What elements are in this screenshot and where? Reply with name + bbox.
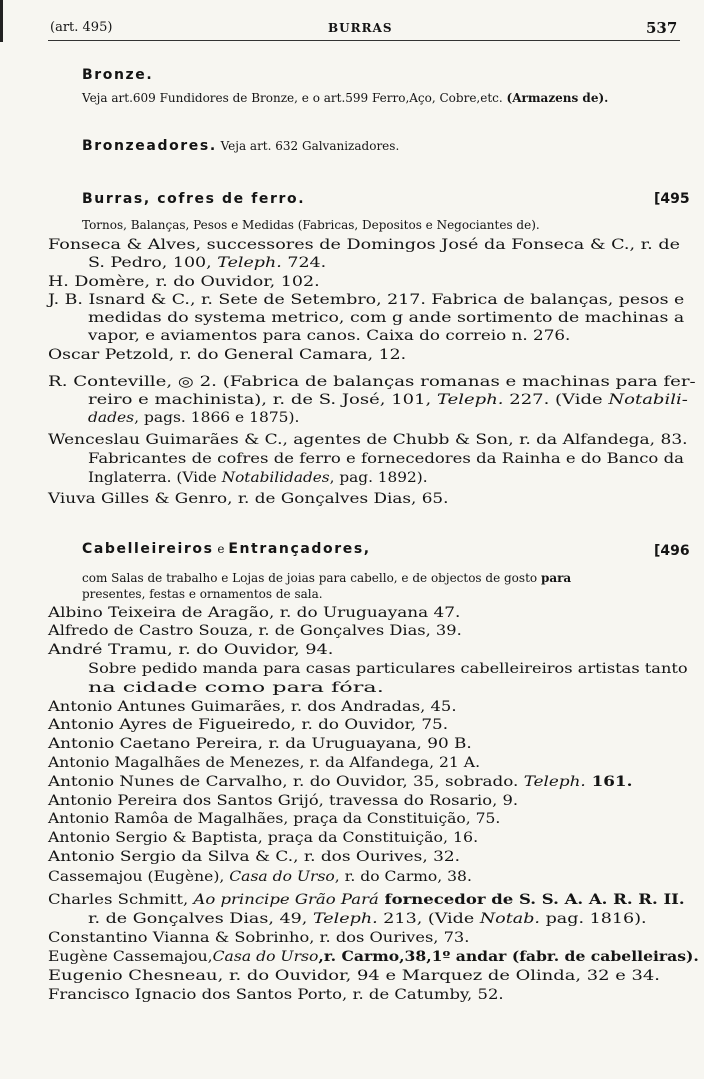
entry-text: vapor, e aviamentos para canos. Caixa do correio n. 276. xyxy=(88,328,571,344)
category-cabelleireiros xyxy=(82,540,371,558)
category-title-conj: e xyxy=(213,542,229,556)
entry-text: Albino Teixeira de Aragão, r. do Uruguayana 47. xyxy=(48,605,461,621)
article-number: [495 xyxy=(654,191,690,207)
entry-text: Antonio Nunes de Carvalho, r. do Ouvidor, 35, sobrado. xyxy=(48,774,524,790)
entry-text: Antonio Ramôa de Magalhães, praça da Constituição, 75. xyxy=(48,811,501,827)
directory-entry-line xyxy=(48,986,504,1004)
entry-text: Antonio Antunes Guimarães, r. dos Andradas, 45. xyxy=(48,699,457,715)
subtitle-text: com Salas de trabalho e Lojas de joias para cabello, e de objectos de gosto xyxy=(82,571,541,585)
entry-text: Charles Schmitt, xyxy=(48,892,194,908)
entry-text: fornecedor de S. S. A. A. R. R. II. xyxy=(378,892,685,908)
entry-text: André Tramu, r. do Ouvidor, 94. xyxy=(48,642,334,658)
entry-text: Notabilidades xyxy=(221,470,330,486)
entry-text: Teleph. xyxy=(312,911,378,927)
category-title-part1: Cabelleireiros xyxy=(82,541,214,557)
entry-text: Viuva Gilles & Genro, r. de Gonçalves Dias, 65. xyxy=(48,491,449,507)
entry-text: Constantino Vianna & Sobrinho, r. dos Ourives, 73. xyxy=(48,930,470,946)
entry-text: Antonio Ayres de Figueiredo, r. do Ouvidor, 75. xyxy=(48,717,449,733)
directory-entry-line xyxy=(88,409,299,427)
directory-entry-line xyxy=(48,967,660,985)
category-subtitle-cont: presentes, festas e ornamentos de sala. xyxy=(82,587,323,601)
entry-text: Eugène Cassemajou, xyxy=(48,949,213,965)
directory-entry-line xyxy=(48,716,448,734)
category-bronzeadores xyxy=(82,137,399,155)
entry-text: S. Pedro, 100, xyxy=(88,255,218,271)
entry-text: Teleph. xyxy=(217,255,282,271)
entry-text: Francisco Ignacio dos Santos Porto, r. de Catumby, 52. xyxy=(48,987,504,1003)
entry-text: 227. (Vide xyxy=(503,392,609,408)
directory-entry-line xyxy=(88,391,688,409)
directory-entry-line xyxy=(48,373,696,391)
entry-text: 161. xyxy=(585,774,633,790)
entry-text: reiro e machinista), r. de S. José, 101, xyxy=(88,392,438,408)
entry-text: 213, (Vide xyxy=(377,911,480,927)
entry-text: Casa do Urso xyxy=(229,869,335,885)
directory-entry-line xyxy=(48,604,460,622)
entry-text: Notabili- xyxy=(608,392,688,408)
directory-entry-line xyxy=(48,829,478,847)
entry-text: ,r. Carmo,38,1º andar (fabr. de cabelleiras). xyxy=(318,949,699,965)
running-head-title: BURRAS xyxy=(328,21,393,35)
entry-text: H. Domère, r. do Ouvidor, 102. xyxy=(48,274,320,290)
directory-entry-line xyxy=(88,450,684,468)
entry-text: na cidade como para fóra. xyxy=(88,680,384,696)
category-reference xyxy=(82,89,608,107)
directory-entry-line xyxy=(48,431,688,449)
directory-entry-line xyxy=(48,273,320,291)
directory-entry-line xyxy=(48,868,472,886)
entry-text: pag. 1816). xyxy=(540,911,647,927)
entry-text: R. Conteville, ◎ 2. (Fabrica de balanças romanas e machinas para fer- xyxy=(48,374,696,390)
entry-text: , r. do Carmo, 38. xyxy=(334,869,472,885)
subtitle-bold: para xyxy=(540,571,572,585)
entry-text: Eugenio Chesneau, r. do Ouvidor, 94 e Marquez de Olinda, 32 e 34. xyxy=(48,968,660,984)
entry-text: Cassemajou (Eugène), xyxy=(48,869,230,885)
entry-text: Antonio Sergio da Silva & C., r. dos Ourives, 32. xyxy=(48,849,460,865)
entry-text: , pags. 1866 e 1875). xyxy=(134,410,300,426)
directory-entry-line xyxy=(48,735,472,753)
entry-text: Fabricantes de cofres de ferro e fornecedores da Rainha e do Banco da xyxy=(88,451,684,467)
header-rule xyxy=(48,40,680,41)
page-edge xyxy=(0,0,3,42)
category-title-bronze: Bronze. xyxy=(82,67,154,83)
entry-text: Inglaterra. (Vide xyxy=(88,470,222,486)
directory-entry-line xyxy=(48,848,460,866)
entry-text: Antonio Caetano Pereira, r. da Uruguayana, 90 B. xyxy=(48,736,472,752)
category-reference: Veja art. 632 Galvanizadores. xyxy=(216,139,400,153)
directory-entry-line xyxy=(88,254,326,272)
directory-entry-line xyxy=(48,754,480,772)
directory-entry-line xyxy=(48,622,462,640)
entry-text: Sobre pedido manda para casas particulares cabelleireiros artistas tanto xyxy=(88,661,688,677)
entry-text: dades xyxy=(88,410,135,426)
entry-text: r. de Gonçalves Dias, 49, xyxy=(88,911,313,927)
directory-entry-line xyxy=(48,948,699,966)
entry-text: Notab. xyxy=(479,911,541,927)
directory-entry-line xyxy=(48,810,500,828)
directory-entry-line xyxy=(48,291,684,309)
entry-text: Casa do Urso xyxy=(212,949,319,965)
reference-bold: (Armazens de). xyxy=(506,91,609,105)
entry-text: Antonio Sergio & Baptista, praça da Constituição, 16. xyxy=(48,830,479,846)
directory-entry-line xyxy=(88,309,684,327)
directory-entry-line xyxy=(88,469,428,487)
directory-entry-line xyxy=(48,773,632,791)
directory-entry-line xyxy=(48,698,457,716)
directory-entry-line xyxy=(48,641,333,659)
directory-entry-line xyxy=(48,236,680,254)
entry-text: Teleph. xyxy=(523,774,586,790)
directory-entry-line xyxy=(88,910,647,928)
category-title-part2: Entrançadores, xyxy=(228,541,371,557)
entry-text: Oscar Petzold, r. do General Camara, 12. xyxy=(48,347,407,363)
category-subtitle: Tornos, Balanças, Pesos e Medidas (Fabricas, Depositos e Negociantes de). xyxy=(82,218,540,232)
directory-entry-line xyxy=(48,929,469,947)
directory-entry-line xyxy=(48,346,406,364)
article-number: [496 xyxy=(654,543,690,559)
category-title-burras: Burras, cofres de ferro. xyxy=(82,191,306,207)
entry-text: , pag. 1892). xyxy=(329,470,428,486)
entry-text: medidas do systema metrico, com g ande sortimento de machinas a xyxy=(88,310,685,326)
entry-text: Antonio Magalhães de Menezes, r. da Alfandega, 21 A. xyxy=(48,755,481,771)
directory-entry-line xyxy=(48,490,448,508)
page-number: 537 xyxy=(646,19,678,37)
directory-entry-line xyxy=(48,891,685,909)
directory-entry-line xyxy=(88,679,384,697)
entry-text: Teleph. xyxy=(437,392,504,408)
reference-text: Veja art.609 Fundidores de Bronze, e o art.599 Ferro,Aço, Cobre,etc. xyxy=(82,91,507,105)
entry-text: J. B. Isnard & C., r. Sete de Setembro, 217. Fabrica de balanças, pesos e xyxy=(48,292,685,308)
entry-text: Fonseca & Alves, successores de Domingos José da Fonseca & C., r. de xyxy=(48,237,681,253)
directory-entry-line xyxy=(48,792,518,810)
running-head-article: (art. 495) xyxy=(50,20,113,35)
entry-text: 724. xyxy=(281,255,327,271)
directory-entry-line xyxy=(88,660,688,678)
entry-text: Wenceslau Guimarães & C., agentes de Chubb & Son, r. da Alfandega, 83. xyxy=(48,432,688,448)
directory-entry-line xyxy=(88,327,570,345)
entry-text: Antonio Pereira dos Santos Grijó, travessa do Rosario, 9. xyxy=(48,793,519,809)
entry-text: Ao principe Grão Pará xyxy=(193,892,379,908)
category-title-bronzeadores: Bronzeadores. xyxy=(82,138,217,154)
entry-text: Alfredo de Castro Souza, r. de Gonçalves Dias, 39. xyxy=(48,623,462,639)
